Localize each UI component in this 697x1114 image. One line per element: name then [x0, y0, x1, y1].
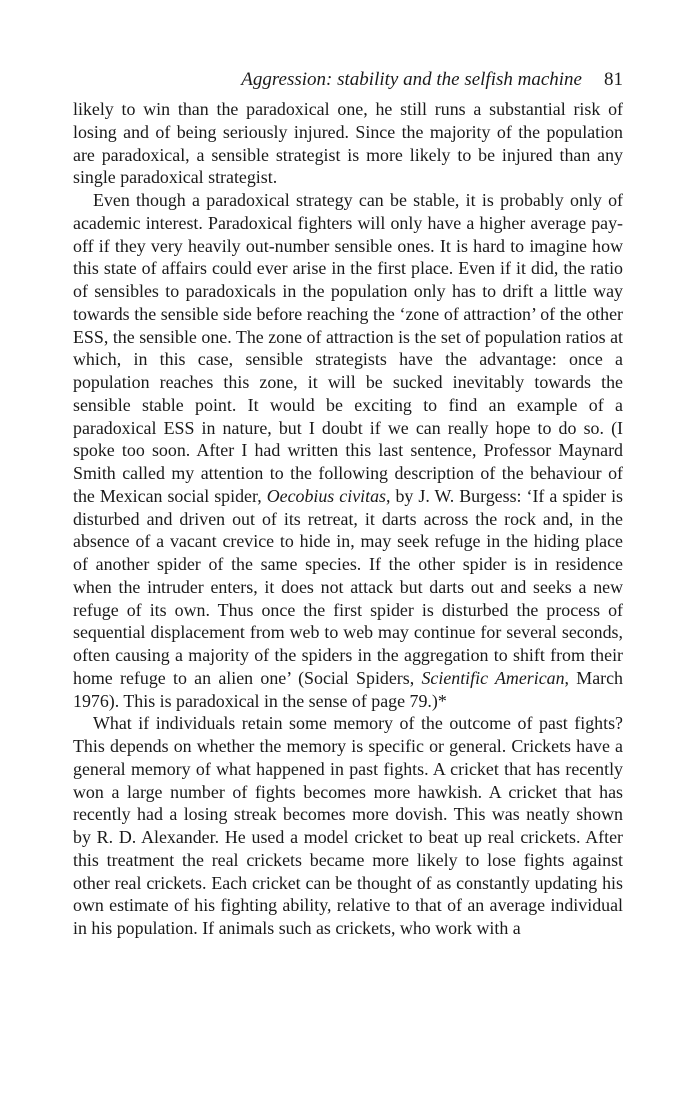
running-header: [73, 64, 623, 96]
paragraph: [73, 712, 623, 940]
italic-text: Scientific American: [421, 667, 565, 688]
paragraph: [73, 189, 623, 712]
text-run: , March 1976). This is paradoxical in the sense of page 79.)*: [73, 667, 623, 711]
text-run: likely to win than the paradoxical one, he still runs a substantial risk of losing and of being seriously injured. Since the majority of the population are paradoxical, a sensible strategist is more likely to be injured than any single paradoxical strategist.: [73, 99, 623, 188]
text-run: What if individuals retain some memory of the outcome of past fights? This depends on whether the memory is specific or general. Crickets have a general memory of what happened in past fights. A cricket that has recently won a large number of fights becomes more hawkish. A cricket that has recently had a losing streak becomes more dovish. This was neatly shown by R. D. Alexander. He used a model cricket to beat up real crickets. After this treatment the real crickets became more likely to lose fights against other real crickets. Each cricket can be thought of as constantly updating his own estimate of his fighting ability, relative to that of an average individual in his population. If animals such as crickets, who work with a: [73, 713, 623, 938]
text-run: , by J. W. Burgess: ‘If a spider is disturbed and driven out of its retreat, it darts across the rock and, in the absence of a vacant crevice to hide in, may seek refuge in the hiding place of another spider of the same species. If the other spider is in residence when the intruder enters, it does not attack but darts out and seeks a new refuge of its own. Thus once the first spider is disturbed the process of sequential displacement from web to web may continue for several seconds, often causing a majority of the spiders in the aggregation to shift from their home refuge to an alien one’ (Social Spiders,: [73, 485, 624, 688]
running-title: Aggression: stability and the selfish machine: [241, 69, 582, 90]
text-run: Even though a paradoxical strategy can be stable, it is probably only of academic interest. Paradoxical fighters will only have a higher average pay-off if they very heavily out-number sensible ones. It is hard to imagine how this state of affairs could ever arise in the first place. Even if it did, the ratio of sensibles to paradoxicals in the population only has to drift a little way towards the sensible side before reaching the ‘zone of attraction’ of the other ESS, the sensible one. The zone of attraction is the set of population ratios at which, in this case, sensible strategists have the advantage: once a population reaches this zone, it will be sucked inevitably towards the sensible stable point. It would be exciting to find an example of a paradoxical ESS in nature, but I doubt if we can really hope to do so. (I spoke too soon. After I had written this last sentence, Professor Maynard Smith called my attention to the following description of the behaviour of the Mexican social spider,: [73, 190, 623, 506]
book-page: [73, 64, 623, 940]
italic-text: Oecobius civitas: [266, 485, 386, 506]
page-number: 81: [604, 69, 623, 90]
body-text: [73, 98, 623, 940]
paragraph: [73, 98, 623, 189]
